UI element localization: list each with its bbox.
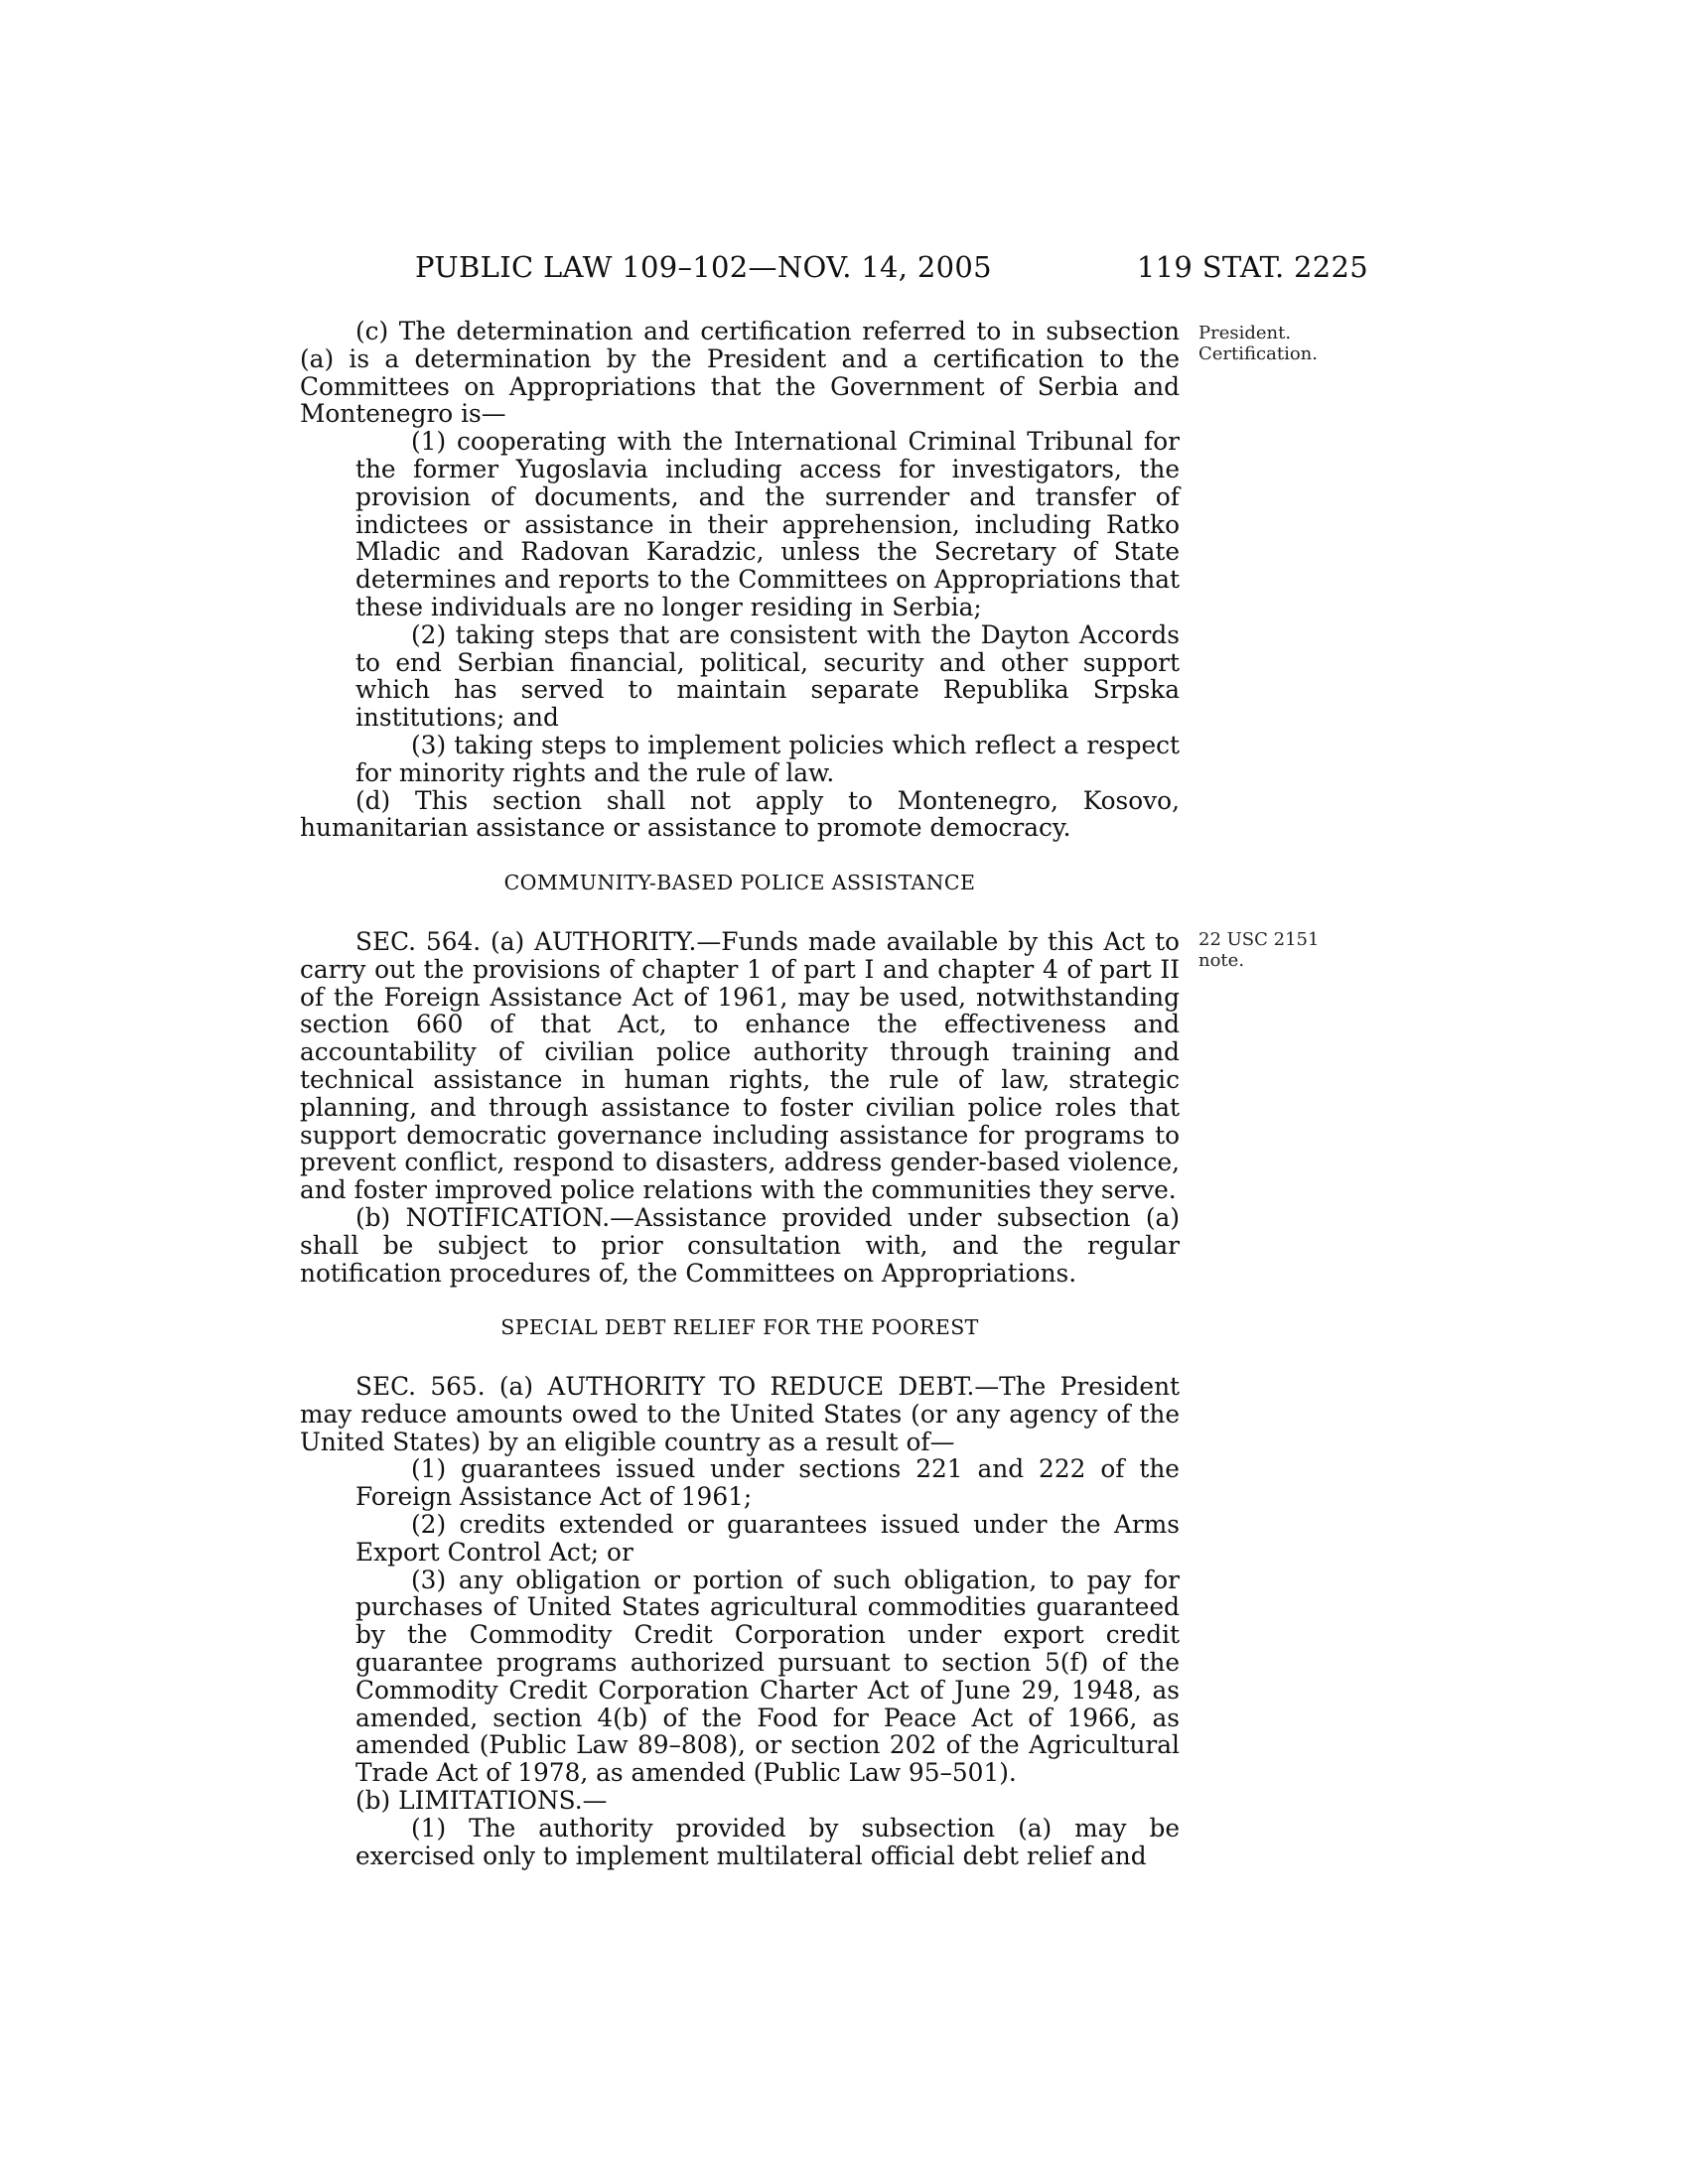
subsection-caption: LIMITATIONS. bbox=[398, 1786, 583, 1816]
section-lead: (b) bbox=[355, 1786, 399, 1816]
paragraph-564a bbox=[300, 928, 1180, 1204]
subsection-caption: NOTIFICATION. bbox=[405, 1202, 611, 1232]
paragraph-d: (d) This section shall not apply to Montenegro, Kosovo, humanitarian assistance or assistance to promote democracy. bbox=[300, 785, 1180, 843]
paragraph-c: (c) The determination and certification referred to in subsection (a) is a determination by the President and a certification to the Committees on Appropriations that the Government of Serbia and Montenegro is— bbox=[300, 317, 1180, 429]
subsection-caption: AUTHORITY TO REDUCE DEBT. bbox=[547, 1372, 975, 1402]
paragraph-565a1: (1) guarantees issued under sections 221 and 222 of the Foreign Assistance Act of 1961; bbox=[355, 1454, 1180, 1512]
header-public-law: PUBLIC LAW 109–102—NOV. 14, 2005 bbox=[415, 250, 992, 284]
paragraph-565a bbox=[300, 1373, 1180, 1455]
paragraph-565a2: (2) credits extended or guarantees issued under the Arms Export Control Act; or bbox=[355, 1510, 1180, 1567]
paragraph-565a3: (3) any obligation or portion of such obligation, to pay for purchases of United States agricultural commodities guaranteed by the Commodity Credit Corporation under export credit guarantee programs authorized pursuant to section 5(f) of the Commodity Credit Corporation Charter Act of June 29, 1948, as amended, section 4(b) of the Food for Peace Act of 1966, as amended (Public Law 89–808), or section 202 of the Agricultural Trade Act of 1978, as amended (Public Law 95–501). bbox=[355, 1565, 1180, 1788]
margin-note-line: Certification. bbox=[1198, 343, 1318, 364]
paragraph-text: —Funds made available by this Act to carry out the provisions of chapter 1 of part I and chapter 4 of part II of the Foreign Assistance Act of 1961, may be used, notwithstanding section 660 of that Act, to enhance the effectiveness and accountability of civilian police authority through training and technical assistance in human rights, the rule of law, strategic planning, and through assistance to foster civilian police roles that support democratic governance including assistance for programs to prevent conflict, respond to disasters, address gender-based violence, and foster improved police relations with the communities they serve. bbox=[300, 926, 1180, 1205]
paragraph-text: —Assistance provided under subsection (a) shall be subject to prior consultation with, and the regular notification procedures of, the Committees on Appropriations. bbox=[300, 1202, 1180, 1288]
margin-note-line: note. bbox=[1198, 950, 1245, 971]
section-lead: SEC. 564. (a) bbox=[355, 926, 535, 956]
margin-note-usc bbox=[1198, 929, 1319, 971]
paragraph-565b1: (1) The authority provided by subsection (a) may be exercised only to implement multilateral official debt relief and bbox=[355, 1813, 1180, 1870]
paragraph-c3: (3) taking steps to implement policies which reflect a respect for minority rights and the rule of law. bbox=[355, 730, 1180, 787]
header-stat-page: 119 STAT. 2225 bbox=[1136, 250, 1368, 284]
margin-note-president bbox=[1198, 323, 1318, 364]
margin-note-line: 22 USC 2151 bbox=[1198, 929, 1320, 950]
paragraph-text: — bbox=[582, 1786, 608, 1816]
paragraph-c1: (1) cooperating with the International Criminal Tribunal for the former Yugoslavia including access for investigators, the provision of documents, and the surrender and transfer of indictees or assistance in their apprehension, including Ratko Mladic and Radovan Karadzic, unless the Secretary of State determines and reports to the Committees on Appropriations that these individuals are no longer residing in Serbia; bbox=[355, 427, 1180, 621]
paragraph-564b bbox=[300, 1204, 1180, 1287]
section-lead: (b) bbox=[355, 1202, 406, 1232]
paragraph-text: —The President may reduce amounts owed to the United States (or any agency of the United States) by an eligible country as a result of— bbox=[300, 1372, 1181, 1456]
running-header bbox=[415, 250, 1368, 290]
subsection-caption: AUTHORITY. bbox=[534, 926, 697, 956]
margin-note-line: President. bbox=[1198, 323, 1292, 343]
section-heading-565: SPECIAL DEBT RELIEF FOR THE POOREST bbox=[500, 1315, 979, 1340]
section-heading-564: COMMUNITY-BASED POLICE ASSISTANCE bbox=[503, 871, 976, 895]
page-body bbox=[300, 318, 1180, 1869]
paragraph-c2: (2) taking steps that are consistent with the Dayton Accords to end Serbian financial, political, security and other support which has served to maintain separate Republika Srpska institutions; and bbox=[355, 619, 1180, 733]
section-lead: SEC. 565. (a) bbox=[355, 1372, 548, 1402]
paragraph-565b bbox=[300, 1787, 1180, 1815]
